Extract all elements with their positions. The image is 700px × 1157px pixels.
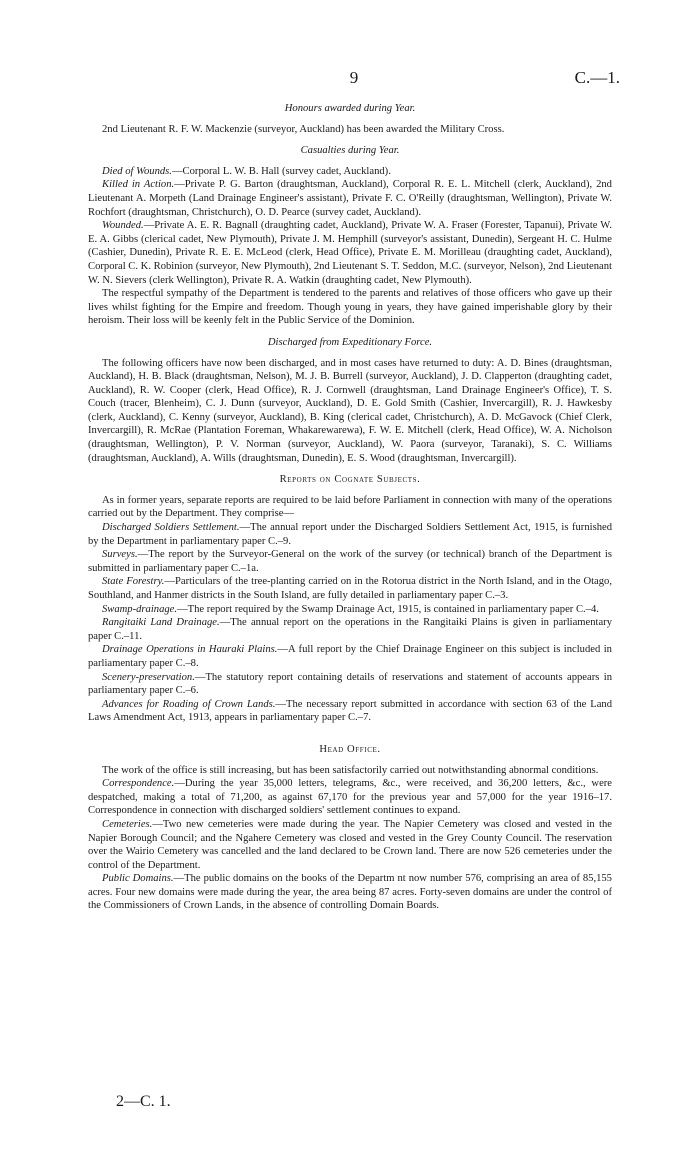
paragraph-lead: Scenery-preservation.: [102, 671, 195, 683]
report-item: [88, 643, 612, 670]
paragraph-text: —Private P. G. Barton (draughtsman, Auckland), Corporal R. E. L. Mitchell (clerk, Auckland), 2nd Lieutenant A. Morpeth (Land Drainage Engineer's assistant), Private F. C. O'Reilly (draughtsman, Wellington), Private W. Rochfort (draughtsman, Christchurch), O. D. Pearce (survey cadet, Auckland).: [88, 179, 612, 218]
discharged-paragraph: The following officers have now been discharged, and in most cases have returned to duty: A. D. Bines (draughtsman, Auckland), H. B. Black (draughtsman, Nelson), M. J. B. Burrell (surveyor, Auckland), J. D. Clapperton (draughting cadet, Auckland), R. W. Cooper (clerk, Head Office), R. J. Cornwell (draughtsman, Land Drainage Engineer's Office), T. S. Couch (tracer, Blenheim), C. J. Dunn (surveyor, Auckland), D. E. Gold Smith (Cashier, Invercargill), R. J. Hawkesby (clerk, Auckland), C. Kenny (surveyor, Auckland), B. King (clerical cadet, Christchurch), A. D. McGavock (Chief Clerk, Invercargill), R. McRae (Plantation Foreman, Whakarewarewa), F. W. E. Mitchell (clerk, Head Office), W. A. Nicholson (draughtsman, Wellington), P. V. Norman (surveyor, Auckland), W. Paora (surveyor, Taranaki), S. C. Williams (draughtsman, Auckland), A. Wills (draughtsman, Dunedin), E. S. Wood (draughtsman, Invercargill).: [88, 357, 612, 464]
paragraph-text: —Corporal L. W. B. Hall (survey cadet, Auckland).: [171, 165, 391, 177]
report-item: [88, 698, 612, 725]
page-content: [88, 102, 612, 913]
signature-mark: 2—C. 1.: [116, 1093, 171, 1110]
paragraph-lead: Advances for Roading of Crown Lands.: [102, 698, 276, 710]
head-office-heading: Head Office.: [319, 743, 381, 755]
wounded-paragraph: [88, 219, 612, 287]
page-number: 9: [349, 68, 359, 87]
document-reference: C.—1.: [574, 68, 620, 87]
paragraph-lead: Drainage Operations in Hauraki Plains.: [102, 644, 278, 656]
casualties-heading: Casualties during Year.: [300, 145, 400, 157]
paragraph-text: —During the year 35,000 letters, telegrams, &c., were received, and 36,200 letters, &c., were despatched, making a total of 71,200, as against 67,170 for the previous year and 57,000 for the year 1916–17. Correspondence in connection with discharged soldiers' settlement continues to expand.: [88, 778, 612, 817]
paragraph-text: —The report by the Surveyor-General on the work of the survey (or technical) branch of the Department is submitted in parliamentary paper C.–1a.: [88, 549, 612, 574]
paragraph-text: —The statutory report containing details of reservations and statement of accounts appears in parliamentary paper C.–6.: [88, 671, 612, 697]
head-office-item: [88, 777, 612, 818]
reports-heading: Reports on Cognate Subjects.: [279, 474, 421, 486]
reports-intro-paragraph: As in former years, separate reports are required to be laid before Parliament in connection with many of the operations carried out by the Department. They comprise—: [88, 494, 612, 520]
sympathy-paragraph: The respectful sympathy of the Department is tendered to the parents and relatives of those officers who gave up their lives whilst fighting for the Empire and freedom. Though young in years, they have gained imperishable glory by their heroism. Their loss will be keenly felt in the Public Service of the Dominion.: [88, 288, 612, 327]
report-item: [88, 671, 612, 698]
died-of-wounds-paragraph: [88, 165, 612, 179]
paragraph-lead: Wounded.: [102, 220, 144, 232]
paragraph-text: —The annual report under the Discharged Soldiers Settlement Act, 1915, is furnished by the Department in parliamentary paper C.–9.: [88, 522, 612, 547]
report-item: [88, 521, 612, 548]
paragraph-lead: Cemeteries.: [102, 818, 153, 830]
killed-in-action-paragraph: [88, 178, 612, 219]
paragraph-lead: Rangitaiki Land Drainage.: [102, 617, 220, 629]
paragraph-lead: Swamp-drainage.: [102, 603, 178, 615]
honours-heading: Honours awarded during Year.: [284, 103, 416, 114]
reports-list: [88, 521, 612, 725]
paragraph-text: —Private A. E. R. Bagnall (draughting cadet, Auckland), Private W. A. Fraser (Forester, Tapanui), Private W. E. A. Gibbs (clerical cadet, New Plymouth), Private J. M. Hemphill (surveyor's assistant, Dunedin), Sergeant H. C. Hulme (Cashier, Dunedin), Private R. E. E. McLeod (clerk, Head Office), Private E. M. Morilleau (draughting cadet, Auckland), Corporal C. K. Robinion (surveyor, New Plymouth), 2nd Lieutenant S. T. Seddon, M.C. (surveyor, Nelson), 2nd Lieutenant W. N. Sievers (clerk Wellington), Private R. A. Watkin (draughting cadet, New Plymouth).: [88, 220, 612, 286]
head-office-intro-paragraph: The work of the office is still increasing, but has been satisfactorily carried out notwithstanding abnormal conditions.: [102, 764, 599, 776]
paragraph-text: —The report required by the Swamp Drainage Act, 1915, is contained in parliamentary paper C.–4.: [177, 603, 599, 615]
report-item: [88, 603, 612, 617]
paragraph-lead: Public Domains.: [102, 873, 174, 885]
head-office-item: [88, 872, 612, 913]
honours-paragraph: 2nd Lieutenant R. F. W. Mackenzie (surveyor, Auckland) has been awarded the Military Cross.: [102, 123, 505, 135]
paragraph-text: —The public domains on the books of the Departm nt now number 576, comprising an area of 85,155 acres. Four new domains were made during the year, the area being 87 acres. Forty-seven domains are under the control of the Commissioners of Crown Lands, in the absence of controlling Domain Boards.: [88, 873, 612, 912]
paragraph-text: —Particulars of the tree-planting carried on in the Rotorua district in the North Island, and in the Otago, Southland, and Hanmer districts in the South Island, are fully detailed in parliamentary paper C.–3.: [88, 576, 612, 601]
page-header: [88, 68, 620, 90]
paragraph-text: —The necessary report submitted in accordance with section 63 of the Land Laws Amendment Act, 1913, appears in parliamentary paper C.–7.: [88, 698, 613, 724]
report-item: [88, 575, 612, 602]
head-office-item: [88, 818, 612, 872]
paragraph-lead: State Forestry.: [102, 576, 165, 588]
discharged-heading: Discharged from Expeditionary Force.: [267, 336, 433, 348]
paragraph-text: —The annual report on the operations in the Rangitaiki Plains is given in parliamentary paper C.–11.: [88, 617, 613, 642]
paragraph-lead: Surveys.: [102, 549, 138, 561]
paragraph-lead: Correspondence.: [102, 778, 175, 790]
paragraph-text: —Two new cemeteries were made during the year. The Napier Cemetery was closed and vested in the Napier Borough Council; and the Ngahere Cemetery was closed and vested in the Grey County Council. The reservation over the Wairio Cemetery was cancelled and the land declared to be Crown land. There are now 526 cemeteries under the control of the Department.: [88, 818, 612, 871]
report-item: [88, 616, 612, 643]
paragraph-lead: Discharged Soldiers Settlement.: [102, 522, 240, 534]
paragraph-text: —A full report by the Chief Drainage Engineer on this subject is included in parliamentary paper C.–8.: [88, 644, 612, 669]
head-office-list: [88, 777, 612, 913]
report-item: [88, 548, 612, 575]
paragraph-lead: Died of Wounds.: [102, 165, 172, 177]
paragraph-lead: Killed in Action.: [102, 179, 175, 191]
